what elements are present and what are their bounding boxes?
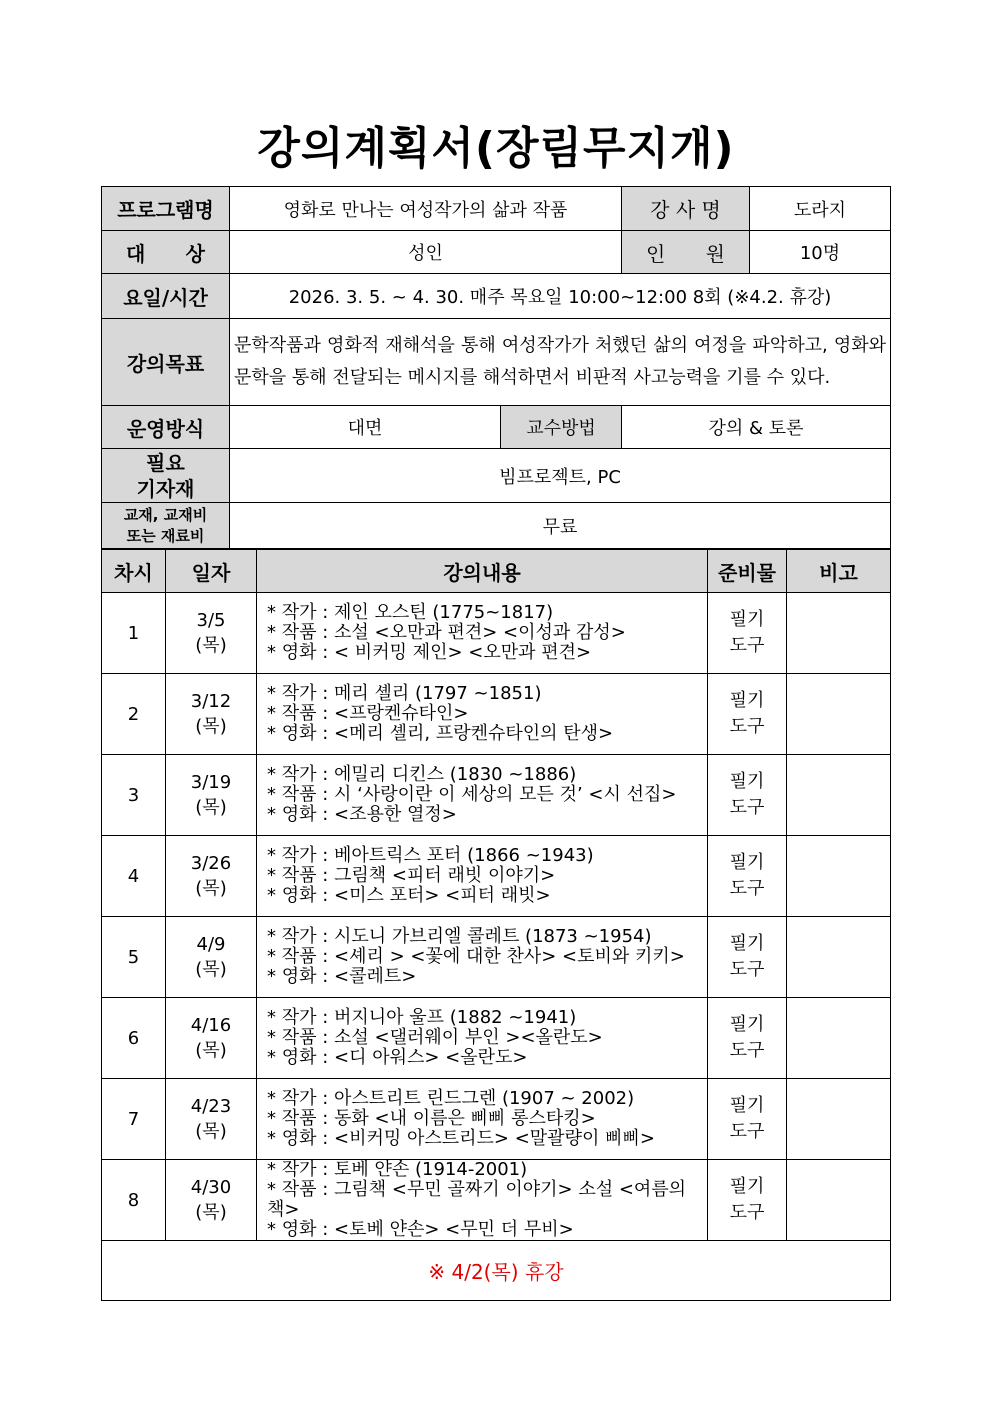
session-content (257, 836, 708, 917)
session-number: 4 (102, 836, 166, 917)
instructor-label: 강 사 명 (622, 187, 750, 231)
header-session: 차시 (102, 550, 166, 593)
session-content (257, 1160, 708, 1241)
film-line: * 영화 : <조용한 열정> (267, 804, 457, 825)
session-note (787, 755, 891, 836)
equipment-value: 빔프로젝트, PC (230, 449, 891, 503)
session-content (257, 917, 708, 998)
schedule-label: 요일/시간 (102, 274, 230, 319)
header-content: 강의내용 (257, 550, 708, 593)
goal-text: 문학작품과 영화적 재해석을 통해 여성작가가 처했던 삶의 여정을 파악하고, 영화와 문학을 통해 전달되는 메시지를 해석하면서 비판적 사고능력을 기를 수 있다. (234, 335, 886, 388)
session-date (166, 1160, 257, 1241)
date-value: 3/26 (190, 853, 232, 874)
session-content (257, 593, 708, 674)
session-note (787, 1079, 891, 1160)
table-row (102, 917, 891, 998)
session-date (166, 755, 257, 836)
teaching-value: 강의 & 토론 (622, 406, 891, 449)
author-line: * 작가 : 에밀리 디킨스 (1830 ~1886) (267, 764, 577, 785)
day-value: (목) (195, 878, 227, 899)
session-note (787, 593, 891, 674)
film-line: * 영화 : <디 아워스> <올란도> (267, 1047, 528, 1068)
session-number: 8 (102, 1160, 166, 1241)
date-value: 4/16 (190, 1015, 232, 1036)
works-line: * 작품 : 그림책 <피터 래빗 이야기> (267, 865, 556, 886)
session-number: 3 (102, 755, 166, 836)
works-line: * 작품 : 동화 <내 이름은 삐삐 롱스타킹> (267, 1108, 596, 1129)
course-info-table (101, 186, 891, 549)
session-number: 7 (102, 1079, 166, 1160)
session-note (787, 836, 891, 917)
film-line: * 영화 : <미스 포터> <피터 래빗> (267, 885, 551, 906)
film-line: * 영화 : < 비커밍 제인> <오만과 편견> (267, 642, 592, 663)
works-line: * 작품 : 시 ‘사랑이란 이 세상의 모든 것’ <시 선집> (267, 784, 677, 805)
session-number: 1 (102, 593, 166, 674)
session-date (166, 917, 257, 998)
session-prep: 필기 도구 (708, 1079, 787, 1160)
method-label: 운영방식 (102, 406, 230, 449)
film-line: * 영화 : <메리 셸리, 프랑켄슈타인의 탄생> (267, 723, 614, 744)
session-prep: 필기 도구 (708, 593, 787, 674)
schedule-row (102, 274, 891, 319)
session-prep: 필기 도구 (708, 674, 787, 755)
author-line: * 작가 : 메리 셸리 (1797 ~1851) (267, 683, 542, 704)
teaching-label: 교수방법 (501, 406, 622, 449)
program-value: 영화로 만나는 여성작가의 삶과 작품 (230, 187, 622, 231)
target-label: 대 상 (102, 231, 230, 274)
author-line: * 작가 : 제인 오스틴 (1775~1817) (267, 602, 554, 623)
session-prep: 필기 도구 (708, 1160, 787, 1241)
session-date (166, 836, 257, 917)
goal-value (230, 319, 891, 406)
table-row (102, 998, 891, 1079)
session-content (257, 1079, 708, 1160)
equipment-label: 필요 기자재 (102, 449, 230, 503)
method-value: 대면 (230, 406, 501, 449)
session-date (166, 674, 257, 755)
author-line: * 작가 : 베아트릭스 포터 (1866 ~1943) (267, 845, 594, 866)
works-line: * 작품 : 소설 <오만과 편견> <이성과 감성> (267, 622, 626, 643)
material-row (102, 503, 891, 549)
date-value: 4/30 (190, 1177, 232, 1198)
author-line: * 작가 : 아스트리트 린드그렌 (1907 ~ 2002) (267, 1088, 635, 1109)
table-row (102, 836, 891, 917)
header-prep: 준비물 (708, 550, 787, 593)
session-note (787, 917, 891, 998)
goal-label: 강의목표 (102, 319, 230, 406)
footer-note: ※ 4/2(목) 휴강 (102, 1241, 891, 1301)
session-date (166, 998, 257, 1079)
session-prep: 필기 도구 (708, 917, 787, 998)
day-value: (목) (195, 1121, 227, 1142)
table-row (102, 593, 891, 674)
material-label: 교재, 교재비 또는 재료비 (102, 503, 230, 549)
people-value: 10명 (750, 231, 891, 274)
session-note (787, 1160, 891, 1241)
schedule-header-row (102, 550, 891, 593)
day-value: (목) (195, 1040, 227, 1061)
film-line: * 영화 : <비커밍 아스트리드> <말괄량이 삐삐> (267, 1128, 655, 1149)
lecture-schedule-table (101, 549, 891, 1301)
works-line: * 작품 : 소설 <댈러웨이 부인 ><올란도> (267, 1027, 603, 1048)
author-line: * 작가 : 버지니아 울프 (1882 ~1941) (267, 1007, 577, 1028)
session-date (166, 1079, 257, 1160)
works-line: * 작품 : <셰리 > <꽃에 대한 찬사> <토비와 키키> (267, 946, 685, 967)
header-date: 일자 (166, 550, 257, 593)
works-line: * 작품 : 그림책 <무민 골짜기 이야기> 소설 <여름의 책> (267, 1179, 687, 1220)
day-value: (목) (195, 635, 227, 656)
program-label: 프로그램명 (102, 187, 230, 231)
session-content (257, 755, 708, 836)
date-value: 3/5 (196, 610, 226, 631)
author-line: * 작가 : 시도니 가브리엘 콜레트 (1873 ~1954) (267, 926, 652, 947)
goal-row (102, 319, 891, 406)
day-value: (목) (195, 797, 227, 818)
session-content (257, 674, 708, 755)
film-line: * 영화 : <토베 얀손> <무민 더 무비> (267, 1219, 574, 1240)
session-prep: 필기 도구 (708, 836, 787, 917)
material-value: 무료 (230, 503, 891, 549)
session-content (257, 998, 708, 1079)
date-value: 4/23 (190, 1096, 232, 1117)
table-row (102, 755, 891, 836)
target-row (102, 231, 891, 274)
table-row (102, 1160, 891, 1241)
table-row (102, 674, 891, 755)
session-number: 2 (102, 674, 166, 755)
session-date (166, 593, 257, 674)
footer-note-row (102, 1241, 891, 1301)
table-row (102, 1079, 891, 1160)
works-line: * 작품 : <프랑켄슈타인> (267, 703, 469, 724)
session-number: 5 (102, 917, 166, 998)
session-note (787, 998, 891, 1079)
target-value: 성인 (230, 231, 622, 274)
program-row (102, 187, 891, 231)
day-value: (목) (195, 959, 227, 980)
film-line: * 영화 : <콜레트> (267, 966, 417, 987)
session-prep: 필기 도구 (708, 755, 787, 836)
schedule-value: 2026. 3. 5. ~ 4. 30. 매주 목요일 10:00~12:00 8회 (※4.2. 휴강) (230, 274, 891, 319)
session-prep: 필기 도구 (708, 998, 787, 1079)
equipment-row (102, 449, 891, 503)
session-number: 6 (102, 998, 166, 1079)
instructor-value: 도라지 (750, 187, 891, 231)
header-note: 비고 (787, 550, 891, 593)
date-value: 3/19 (190, 772, 232, 793)
page-title: 강의계획서(장림무지개) (257, 123, 735, 174)
date-value: 3/12 (190, 691, 232, 712)
author-line: * 작가 : 토베 얀손 (1914-2001) (267, 1159, 528, 1180)
date-value: 4/9 (196, 934, 226, 955)
method-row (102, 406, 891, 449)
day-value: (목) (195, 1202, 227, 1223)
day-value: (목) (195, 716, 227, 737)
people-label: 인 원 (622, 231, 750, 274)
session-note (787, 674, 891, 755)
